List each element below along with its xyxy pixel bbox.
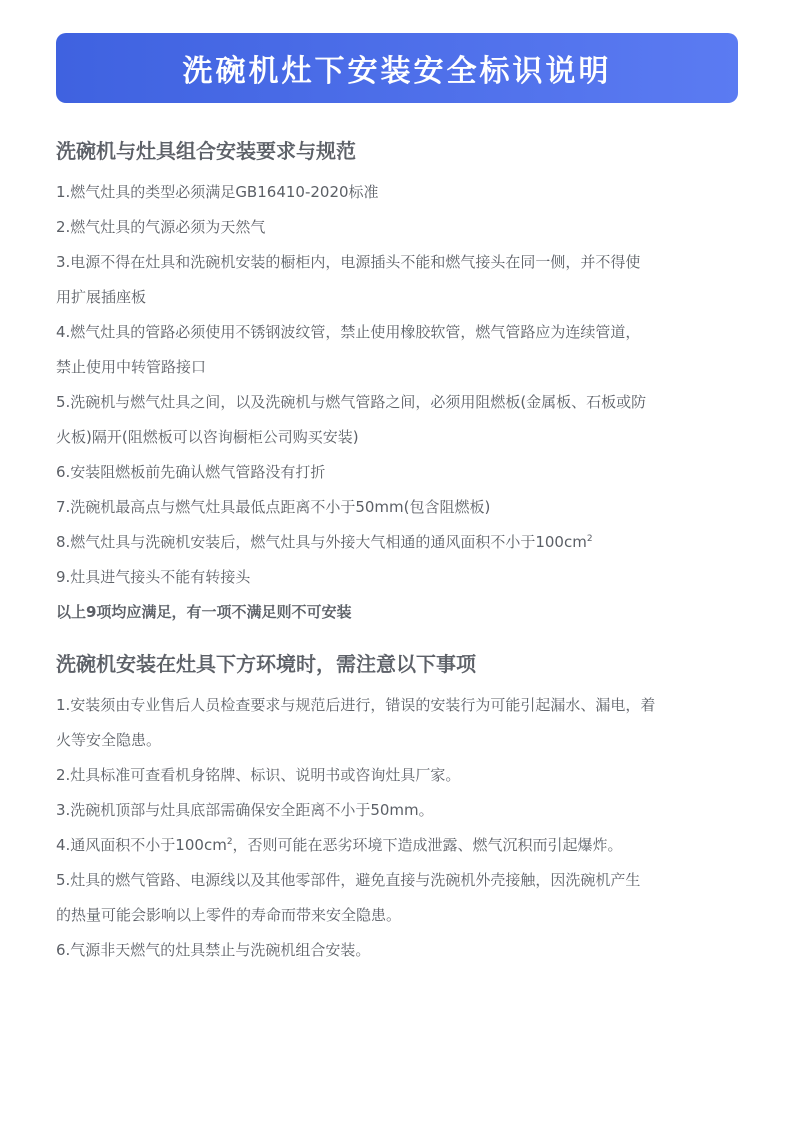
list-item: 2.燃气灶具的气源必须为天然气: [56, 218, 266, 236]
list-item: 用扩展插座板: [56, 288, 147, 306]
section-precautions: [56, 648, 746, 968]
list-item: 5.灶具的燃气管路、电源线以及其他零部件，避免直接与洗碗机外壳接触，因洗碗机产生: [56, 871, 641, 889]
section-installation-requirements: [56, 135, 746, 630]
section-heading: 洗碗机安装在灶具下方环境时，需注意以下事项: [56, 652, 476, 676]
title-banner: [56, 33, 738, 103]
list-item: 9.灶具进气接头不能有转接头: [56, 568, 251, 586]
list-item: 5.洗碗机与燃气灶具之间，以及洗碗机与燃气管路之间，必须用阻燃板(金属板、石板或防: [56, 393, 647, 411]
superscript: 2: [586, 534, 593, 544]
list-item: 3.洗碗机顶部与灶具底部需确保安全距离不小于50mm。: [56, 801, 434, 819]
list-item: 的热量可能会影响以上零件的寿命而带来安全隐患。: [56, 906, 402, 924]
list-item: [56, 828, 746, 863]
list-item-text: 8.燃气灶具与洗碗机安装后，燃气灶具与外接大气相通的通风面积不小于100cm: [56, 533, 587, 551]
list-item-text: ，否则可能在恶劣环境下造成泄露、燃气沉积而引起爆炸。: [232, 836, 623, 854]
list-item-text: 4.通风面积不小于100cm: [56, 836, 227, 854]
page-title: 洗碗机灶下安装安全标识说明: [182, 54, 612, 89]
list-item: [56, 525, 746, 560]
section-footer-note: 以上9项均应满足，有一项不满足则不可安装: [56, 603, 352, 621]
list-item: 2.灶具标准可查看机身铭牌、标识、说明书或咨询灶具厂家。: [56, 766, 461, 784]
list-item: 3.电源不得在灶具和洗碗机安装的橱柜内，电源插头不能和燃气接头在同一侧，并不得使: [56, 253, 641, 271]
section-heading: 洗碗机与灶具组合安装要求与规范: [56, 139, 356, 163]
list-item: 4.燃气灶具的管路必须使用不锈钢波纹管，禁止使用橡胶软管，燃气管路应为连续管道，: [56, 323, 641, 341]
superscript: 2: [226, 837, 233, 847]
list-item: 禁止使用中转管路接口: [56, 358, 207, 376]
list-item: 火等安全隐患。: [56, 731, 162, 749]
list-item: 1.燃气灶具的类型必须满足GB16410-2020标准: [56, 183, 379, 201]
list-item: 7.洗碗机最高点与燃气灶具最低点距离不小于50mm(包含阻燃板): [56, 498, 491, 516]
list-item: 6.气源非天燃气的灶具禁止与洗碗机组合安装。: [56, 941, 371, 959]
list-item: 1.安装须由专业售后人员检查要求与规范后进行，错误的安装行为可能引起漏水、漏电，着: [56, 696, 656, 714]
list-item: 6.安装阻燃板前先确认燃气管路没有打折: [56, 463, 326, 481]
list-item: 火板)隔开(阻燃板可以咨询橱柜公司购买安装): [56, 428, 359, 446]
